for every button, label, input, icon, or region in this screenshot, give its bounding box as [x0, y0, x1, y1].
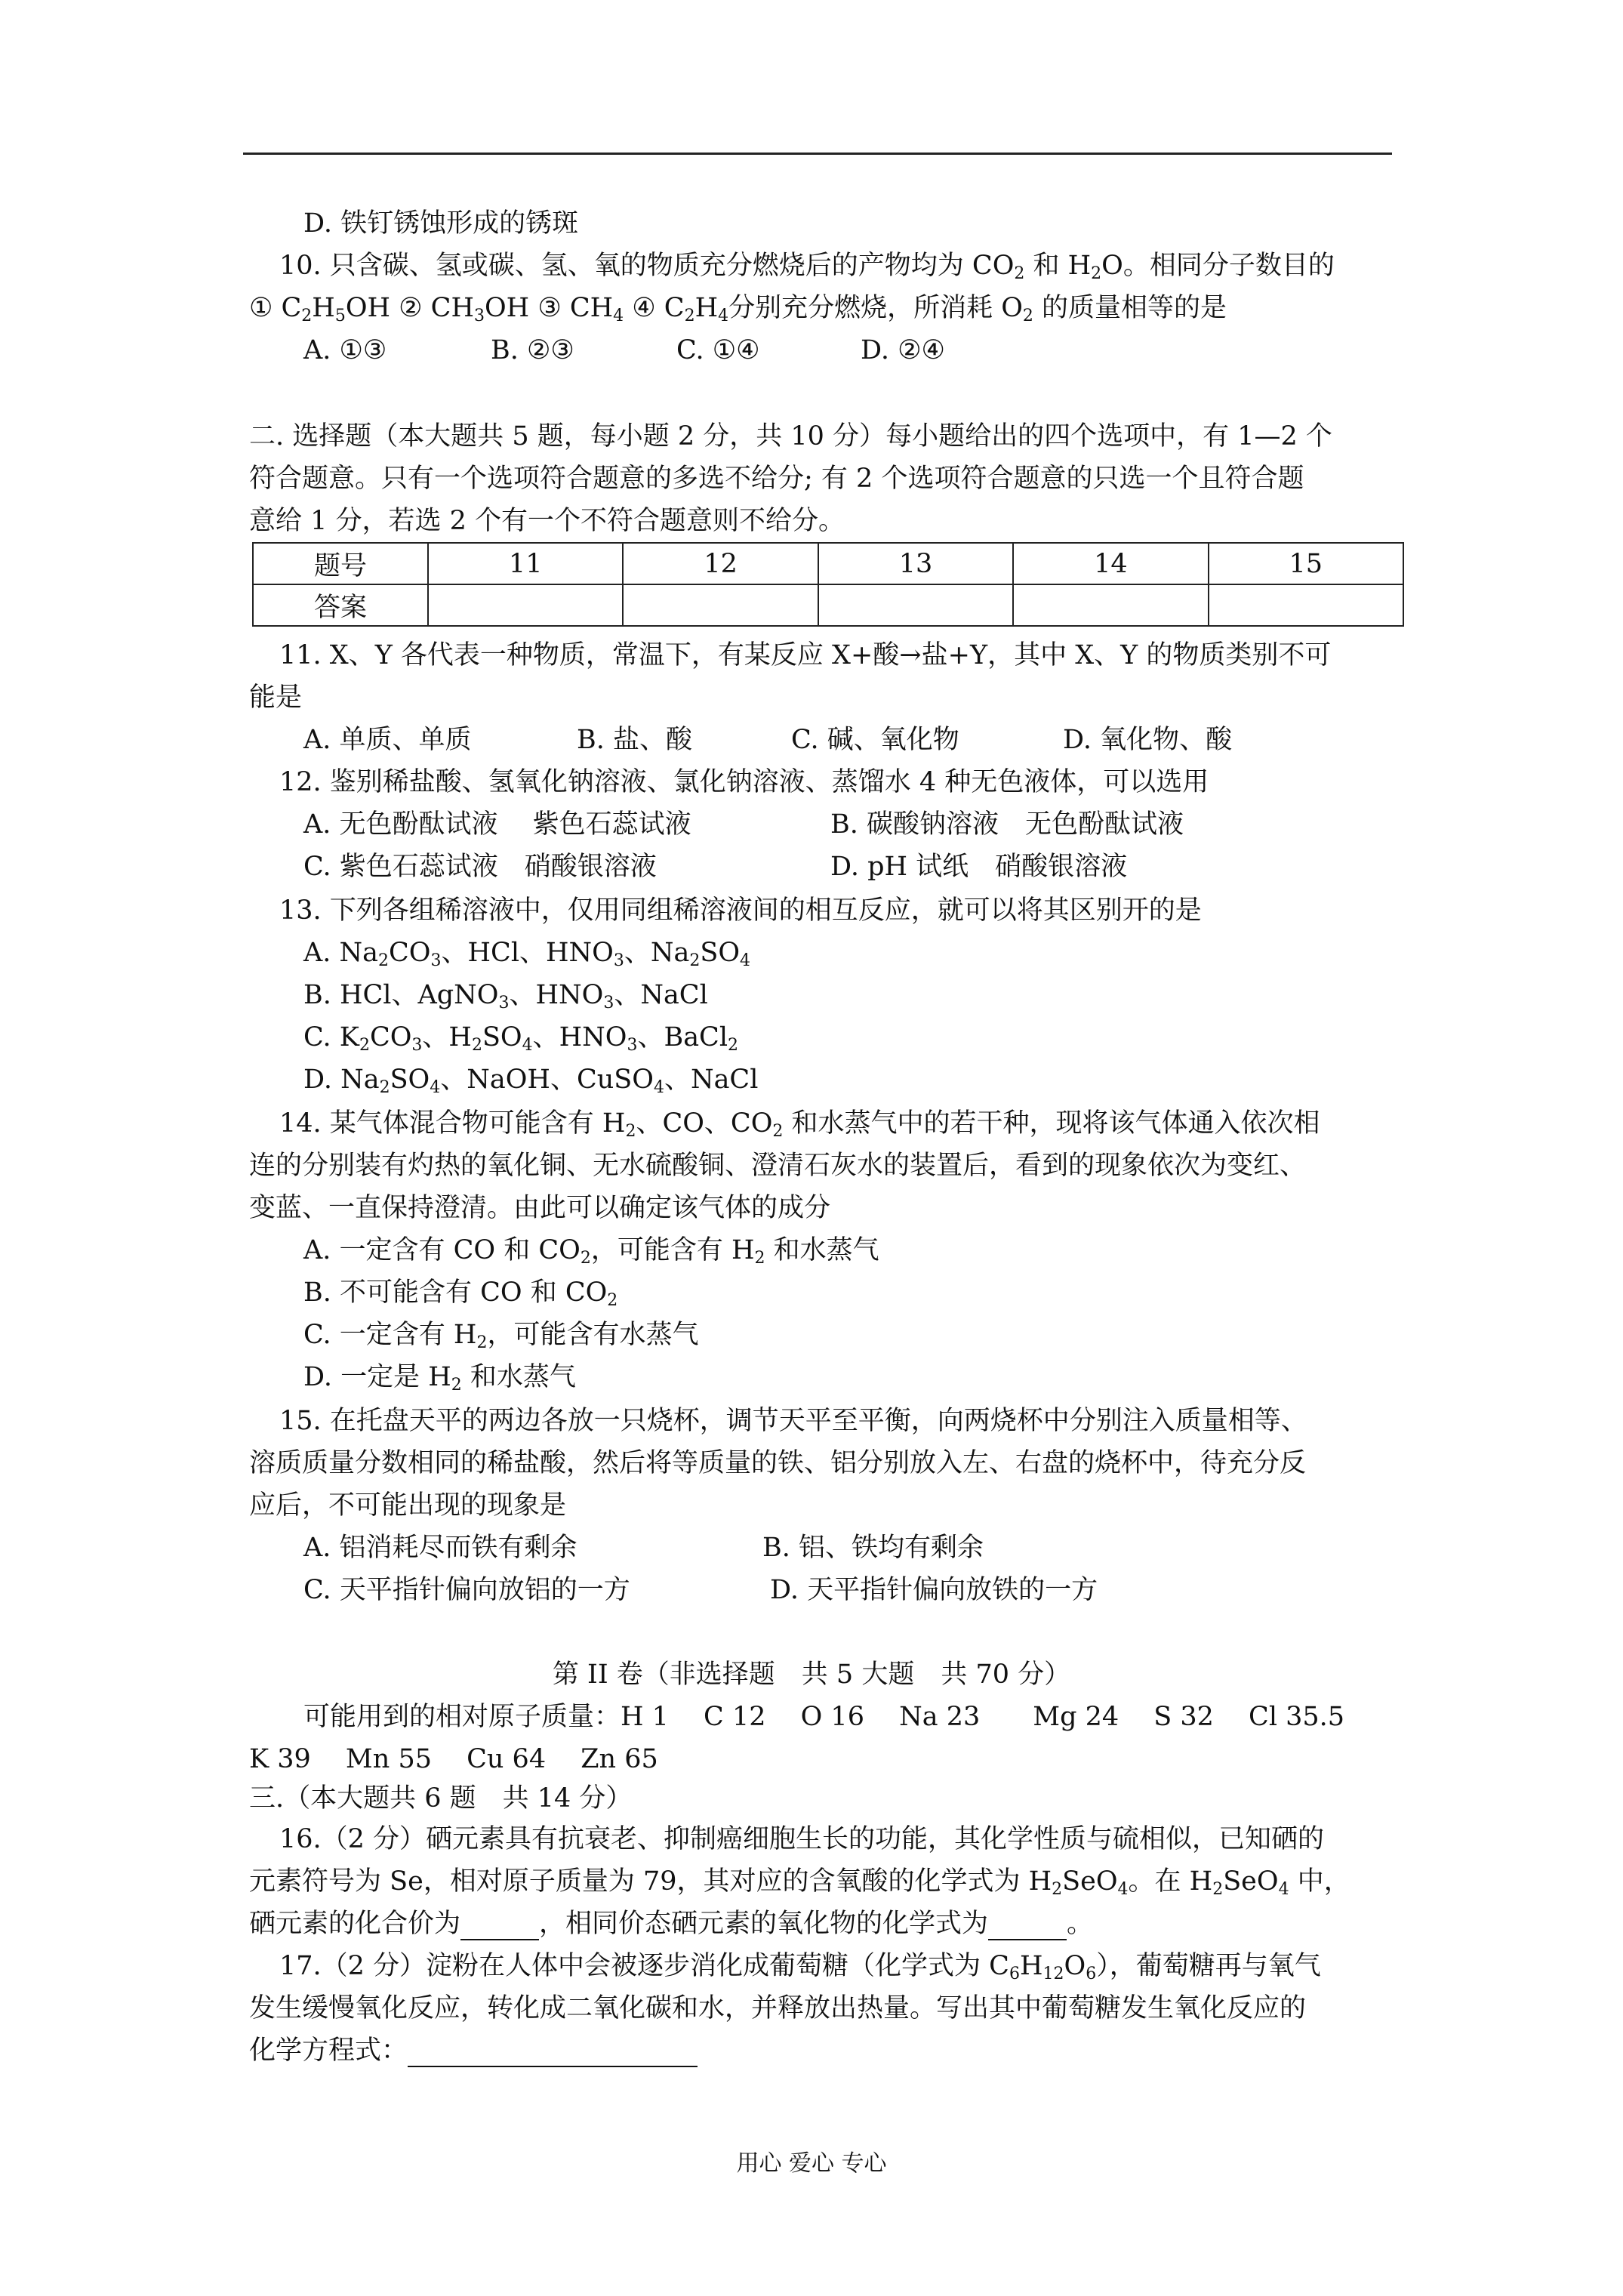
answer-cell-12[interactable]	[623, 584, 818, 626]
q17-blank-equation[interactable]	[408, 2040, 698, 2067]
q13-option-c: C. $K_2CO_3$、$H_2SO_4$、$HNO_3$、BaCl$_2$	[303, 1022, 739, 1055]
q15-option-d: D. 天平指针偏向放铁的一方	[770, 1575, 1098, 1605]
answer-table-label-number: 题号	[253, 543, 428, 584]
q11-option-a: A. 单质、单质	[303, 725, 472, 755]
q10-stem-line2: ① $C_2H_5OH$ ② $CH_3OH$ ③ $CH_4$ ④ $C_2H_4$分别充分燃烧，所消耗 $O_2$ 的质量相等的是	[249, 293, 1227, 325]
q13-option-a: A. $Na_2CO_3$、HCl、$HNO_3$、$Na_2SO_4$	[303, 938, 751, 970]
q12-option-c: C. 紫色石蕊试液 硝酸银溶液	[303, 852, 657, 882]
q10-option-b: B. ②③	[491, 335, 574, 365]
q12-stem: 12. 鉴别稀盐酸、氢氧化钠溶液、氯化钠溶液、蒸馏水 4 种无色液体，可以选用	[279, 767, 1209, 797]
q11-option-d: D. 氧化物、酸	[1063, 725, 1233, 755]
answer-table-number-14: 14	[1013, 543, 1208, 584]
q14-stem-line1: 14. 某气体混合物可能含有 $H_2$、CO、$CO_2$ 和水蒸气中的若干种，现将该气体通入依次相	[279, 1108, 1320, 1141]
q11-option-b: B. 盐、酸	[577, 725, 692, 755]
part2-title: 第 II 卷（非选择题 共 5 大题 共 70 分）	[552, 1660, 1071, 1690]
q16-blank-valence[interactable]	[460, 1913, 539, 1940]
q9-option-d: D. 铁钉锈蚀形成的锈斑	[303, 208, 579, 239]
q12-option-a: A. 无色酚酞试液 紫色石蕊试液	[303, 809, 691, 840]
atomic-masses-line2: K 39 Mn 55 Cu 64 Zn 65	[249, 1744, 658, 1774]
q11-stem-line2: 能是	[249, 683, 303, 713]
q13-option-b: B. HCl、AgNO$_3$、$HNO_3$、NaCl	[303, 980, 708, 1012]
answer-cell-15[interactable]	[1209, 584, 1403, 626]
q13-stem: 13. 下列各组稀溶液中，仅用同组稀溶液间的相互反应，就可以将其区别开的是	[279, 895, 1202, 926]
q12-option-b: B. 碳酸钠溶液 无色酚酞试液	[830, 809, 1184, 840]
header-rule	[243, 153, 1392, 155]
q17-line1: 17.（2 分）淀粉在人体中会被逐步消化成葡萄糖（化学式为 $C_6H_{12}O_6$），葡萄糖再与氧气	[279, 1951, 1321, 1983]
q13-option-d: D. $Na_2SO_4$、NaOH、CuSO$_4$、NaCl	[303, 1065, 759, 1097]
answer-table-answer-row	[253, 584, 1403, 626]
answer-table-number-13: 13	[818, 543, 1013, 584]
answer-table-label-answer: 答案	[253, 584, 428, 626]
answer-cell-14[interactable]	[1013, 584, 1208, 626]
section2-instructions-line3: 意给 1 分，若选 2 个有一个不符合题意则不给分。	[249, 506, 845, 536]
q17-line3: 化学方程式：	[249, 2034, 698, 2067]
answer-cell-13[interactable]	[818, 584, 1013, 626]
section2-instructions-line2: 符合题意。只有一个选项符合题意的多选不给分; 有 2 个选项符合题意的只选一个且符合题	[249, 464, 1304, 494]
q14-option-d: D. 一定是 $H_2$ 和水蒸气	[303, 1362, 576, 1395]
q14-stem-line2: 连的分别装有灼热的氧化铜、无水硫酸铜、澄清石灰水的装置后，看到的现象依次为变红、	[249, 1151, 1307, 1181]
q14-option-c: C. 一定含有 $H_2$，可能含有水蒸气	[303, 1320, 699, 1352]
q17-line2: 发生缓慢氧化反应，转化成二氧化碳和水，并释放出热量。写出其中葡萄糖发生氧化反应的	[249, 1993, 1307, 2023]
q15-stem-line1: 15. 在托盘天平的两边各放一只烧杯，调节天平至平衡，向两烧杯中分别注入质量相等、	[279, 1406, 1307, 1436]
q16-line3: 硒元素的化合价为 ，相同价态硒元素的氧化物的化学式为 。	[249, 1909, 1094, 1939]
q10-option-c: C. ①④	[676, 335, 760, 365]
q15-option-a: A. 铝消耗尽而铁有剩余	[303, 1533, 577, 1563]
answer-table-number-11: 11	[428, 543, 623, 584]
q15-stem-line3: 应后，不可能出现的现象是	[249, 1490, 567, 1521]
answer-cell-11[interactable]	[428, 584, 623, 626]
q14-stem-line3: 变蓝、一直保持澄清。由此可以确定该气体的成分	[249, 1193, 831, 1223]
section2-instructions-line1: 二. 选择题（本大题共 5 题，每小题 2 分，共 10 分）每小题给出的四个选项中，有 1—2 个	[249, 421, 1332, 451]
answer-table	[252, 542, 1404, 627]
atomic-masses-line1: 可能用到的相对原子质量：H 1 C 12 O 16 Na 23 Mg 24 S 32 Cl 35.5	[303, 1702, 1345, 1732]
section3-title: 三.（本大题共 6 题 共 14 分）	[249, 1783, 633, 1814]
q15-stem-line2: 溶质质量分数相同的稀盐酸，然后将等质量的铁、铝分别放入左、右盘的烧杯中，待充分反	[249, 1448, 1307, 1478]
q16-line2: 元素符号为 Se，相对原子质量为 79，其对应的含氧酸的化学式为 $H_2SeO_4$。在 $H_2SeO_4$ 中，	[249, 1866, 1350, 1899]
q15-option-c: C. 天平指针偏向放铝的一方	[303, 1575, 630, 1605]
q10-stem-line1: 10. 只含碳、氢或碳、氢、氧的物质充分燃烧后的产物均为 $CO_2$ 和 $H_2O$。相同分子数目的	[279, 251, 1335, 283]
answer-table-number-15: 15	[1209, 543, 1403, 584]
q16-blank-oxide-formula[interactable]	[988, 1913, 1067, 1940]
q11-stem-line1: 11. X、Y 各代表一种物质，常温下，有某反应 X+酸→盐+Y，其中 X、Y 的物质类别不可	[279, 640, 1332, 670]
q16-line1: 16.（2 分）硒元素具有抗衰老、抑制癌细胞生长的功能，其化学性质与硫相似，已知硒的	[279, 1824, 1325, 1854]
q11-option-c: C. 碱、氧化物	[791, 725, 959, 755]
q14-option-a: A. 一定含有 CO 和 $CO_2$，可能含有 $H_2$ 和水蒸气	[303, 1235, 879, 1268]
answer-table-header-row	[253, 543, 1403, 584]
q10-option-d: D. ②④	[861, 335, 945, 365]
page-footer: 用心 爱心 专心	[736, 2150, 887, 2177]
q14-option-b: B. 不可能含有 CO 和 $CO_2$	[303, 1277, 618, 1310]
answer-table-number-12: 12	[623, 543, 818, 584]
q15-option-b: B. 铝、铁均有剩余	[762, 1533, 984, 1563]
q12-option-d: D. pH 试纸 硝酸银溶液	[830, 852, 1128, 882]
q10-option-a: A. ①③	[303, 335, 387, 365]
